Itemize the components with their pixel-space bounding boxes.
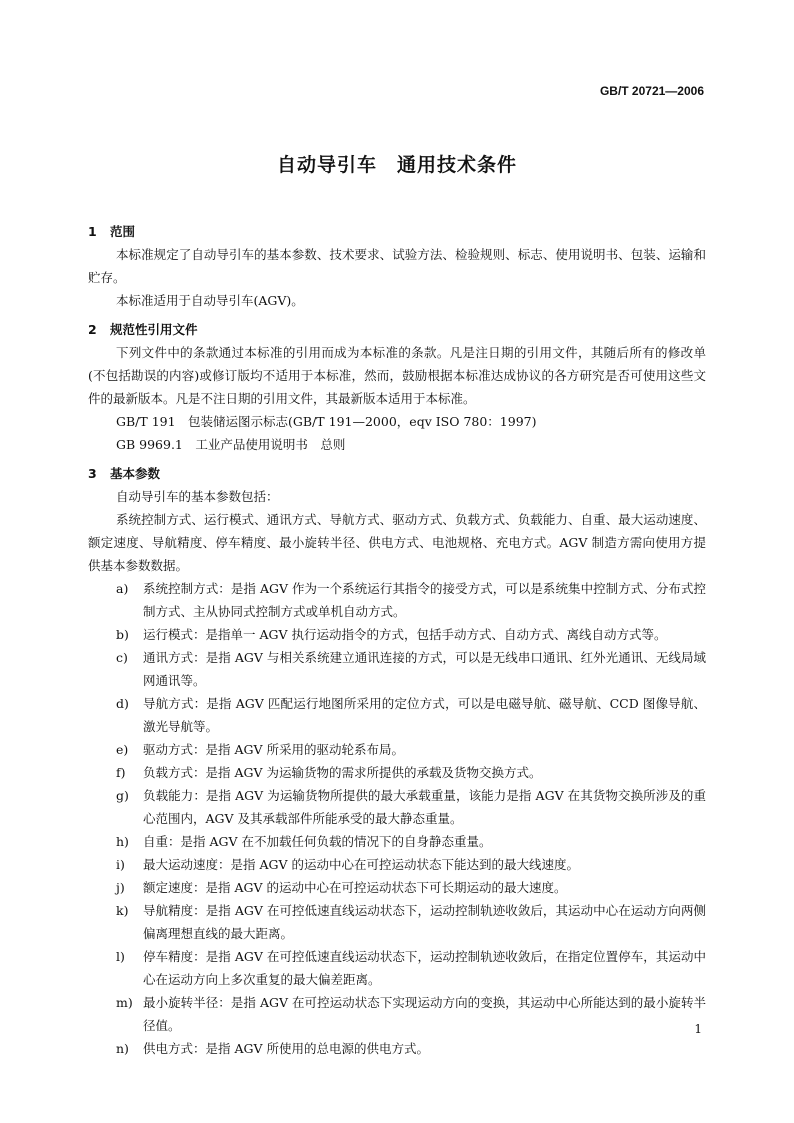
paragraph: 下列文件中的条款通过本标准的引用而成为本标准的条款。凡是注日期的引用文件，其随后所有的修改单(不包括勘误的内容)或修订版均不适用于本标准，然而，鼓励根据本标准达成协议的各方研究是否可使用这些文件的最新版本。凡是不注日期的引用文件，其最新版本适用于本标准。 [88,345,706,406]
list-item [88,692,706,738]
list-item [88,623,706,646]
list-item-text: 停车精度：是指 AGV 在可控低速直线运动状态下，运动控制轨迹收敛后，在指定位置停车，其运动中心在运动方向上多次重复的最大偏差距离。 [143,949,706,987]
list-item-label: f) [116,765,126,780]
list-item-label: j) [116,880,125,895]
list-item-text: 负载能力：是指 AGV 为运输货物所提供的最大承载重量，该能力是指 AGV 在其货物交换所涉及的重心范围内，AGV 及其承载部件所能承受的最大静态重量。 [143,788,706,826]
standard-code: GB/T 20721—2006 [599,84,704,98]
list-item [88,646,706,692]
list-item [88,784,706,830]
list-item-text: 最大运动速度：是指 AGV 的运动中心在可控运动状态下能达到的最大线速度。 [143,857,579,872]
paragraph: 本标准适用于自动导引车(AGV)。 [116,293,304,308]
list-item [88,738,706,761]
section-title: 范围 [110,224,136,239]
reference-item: GB 9969.1 工业产品使用说明书 总则 [116,437,346,452]
section-2-heading [88,318,706,341]
section-number: 3 [88,466,97,481]
reference-item: GB/T 191 包装储运图示标志(GB/T 191—2000，eqv ISO 780：1997) [116,414,537,429]
section-1-heading [88,220,706,243]
section-title: 规范性引用文件 [110,322,198,337]
list-item-label: n) [116,1041,129,1056]
list-item-text: 运行模式：是指单一 AGV 执行运动指令的方式，包括手动方式、自动方式、离线自动方式等。 [143,627,667,642]
list-item-text: 额定速度：是指 AGV 的运动中心在可控运动状态下可长期运动的最大速度。 [143,880,567,895]
list-item-text: 导航方式：是指 AGV 匹配运行地图所采用的定位方式，可以是电磁导航、磁导航、CCD 图像导航、激光导航等。 [143,696,706,734]
list-item [88,1037,706,1060]
list-item-label: h) [116,834,129,849]
document-body [88,214,706,1060]
list-item-text: 最小旋转半径：是指 AGV 在可控运动状态下实现运动方向的变换，其运动中心所能达到的最小旋转半径值。 [143,995,706,1033]
list-item-label: d) [116,696,129,711]
list-item-label: m) [116,995,133,1010]
page-number: 1 [694,1022,702,1036]
list-item-text: 供电方式：是指 AGV 所使用的总电源的供电方式。 [143,1041,429,1056]
list-item-label: e) [116,742,129,757]
list-item-text: 负载方式：是指 AGV 为运输货物的需求所提供的承载及货物交换方式。 [143,765,542,780]
list-item-label: c) [116,650,128,665]
list-item [88,899,706,945]
list-item-label: b) [116,627,129,642]
list-item-label: i) [116,857,125,872]
list-item [88,991,706,1037]
paragraph: 自动导引车的基本参数包括： [116,489,279,504]
list-item-label: k) [116,903,129,918]
list-item-text: 导航精度：是指 AGV 在可控低速直线运动状态下，运动控制轨迹收敛后，其运动中心在运动方向两侧偏离理想直线的最大距离。 [143,903,706,941]
list-item [88,830,706,853]
list-item [88,853,706,876]
list-item-text: 通讯方式：是指 AGV 与相关系统建立通讯连接的方式，可以是无线串口通讯、红外光通讯、无线局域网通讯等。 [143,650,706,688]
section-title: 基本参数 [110,466,161,481]
list-item [88,577,706,623]
list-item-label: l) [116,949,125,964]
paragraph: 系统控制方式、运行模式、通讯方式、导航方式、驱动方式、负载方式、负载能力、自重、最大运动速度、额定速度、导航精度、停车精度、最小旋转半径、供电方式、电池规格、充电方式。AGV 制造方需向使用方提供基本参数数据。 [88,512,706,573]
list-item-label: a) [116,581,129,596]
list-item [88,876,706,899]
paragraph: 本标准规定了自动导引车的基本参数、技术要求、试验方法、检验规则、标志、使用说明书、包装、运输和贮存。 [88,247,706,285]
list-item-text: 系统控制方式：是指 AGV 作为一个系统运行其指令的接受方式，可以是系统集中控制方式、分布式控制方式、主从协同式控制方式或单机自动方式。 [143,581,706,619]
page-title: 自动导引车 通用技术条件 [276,154,517,176]
list-item [88,945,706,991]
list-item-text: 驱动方式：是指 AGV 所采用的驱动轮系布局。 [143,742,404,757]
list-item-label: g) [116,788,129,803]
list-item-text: 自重：是指 AGV 在不加载任何负载的情况下的自身静态重量。 [143,834,492,849]
section-number: 1 [88,224,97,239]
list-item [88,761,706,784]
section-3-heading [88,462,706,485]
section-number: 2 [88,322,97,337]
